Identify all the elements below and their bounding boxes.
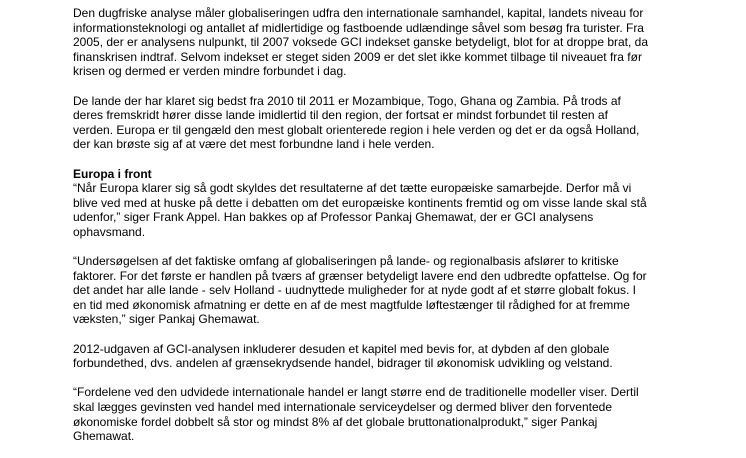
- paragraph-gci-2012-edition: 2012-udgaven af GCI-analysen inkluderer desuden et kapitel med bevis for, at dybden af den globale forbundethed, dvs. andelen af grænsekrydsende handel, bidrager til økonomisk udvikling og velstand.: [73, 341, 613, 371]
- article-body: [73, 6, 683, 458]
- paragraph-trade-benefits-quote: “Fordelene ved den udvidede internationale handel er langt større end de traditionelle modeller viser. Dertil skal lægges gevinsten ved handel med internationale serviceydelser og dermed bliver den forventede økonomiske fordel dobbelt så stor og mindst 8% af det globale bruttonationalprodukt,” siger Pankaj Ghemawat.: [73, 385, 639, 444]
- section-heading: Europa i front: [73, 166, 152, 181]
- paragraph-best-countries: De lande der har klaret sig bedst fra 2010 til 2011 er Mozambique, Togo, Ghana og Zambia. På trods af deres fremskridt hører disse lande imidlertid til den region, der fortsat er mindst forbundet til resten af verden. Europa er til gengæld den mest globalt orienterede region i hele verden og det er da også Holland, der kan brøste sig af at være det mest forbundne land i hele verden.: [73, 93, 640, 152]
- paragraph-frank-appel-quote: “Når Europa klarer sig så godt skyldes det resultaterne af det tætte europæiske samarbejde. Derfor må vi blive ved med at huske på dette i debatten om det europæiske kontinents fremtid og om visse lande skal stå udenfor,” siger Frank Appel. Han bakkes op af Professor Pankaj Ghemawat, der er GCI analysens ophavsmand.: [73, 181, 647, 239]
- paragraph-ghemawat-quote: “Undersøgelsen af det faktiske omfang af globaliseringen på lande- og regionalbasis afslører to kritiske faktorer. For det første er handlen på tværs af grænser betydeligt lavere end den udbredte opfattelse. Og for det andet har alle lande - selv Holland - uudnyttede muligheder for at nyde godt af et større globalt fokus. I en tid med økonomisk afmatning er dette en af de mest magtfulde løftestænger til rådighed for at fremme væksten,” siger Pankaj Ghemawat.: [73, 254, 647, 327]
- paragraph-gci-analysis: Den dugfriske analyse måler globaliseringen udfra den internationale samhandel, kapital, landets niveau for informationsteknologi og antallet af midlertidige og fastboende udlændinge såvel som besøg fra turister. Fra 2005, der er analysens nulpunkt, til 2007 voksede GCI indekset ganske betydeligt, blot for at droppe brat, da finanskrisen indtraf. Selvom indekset er steget siden 2009 er det slet ikke kommet tilbage til niveauet fra før krisen og dermed er verden mindre forbundet i dag.: [73, 6, 649, 79]
